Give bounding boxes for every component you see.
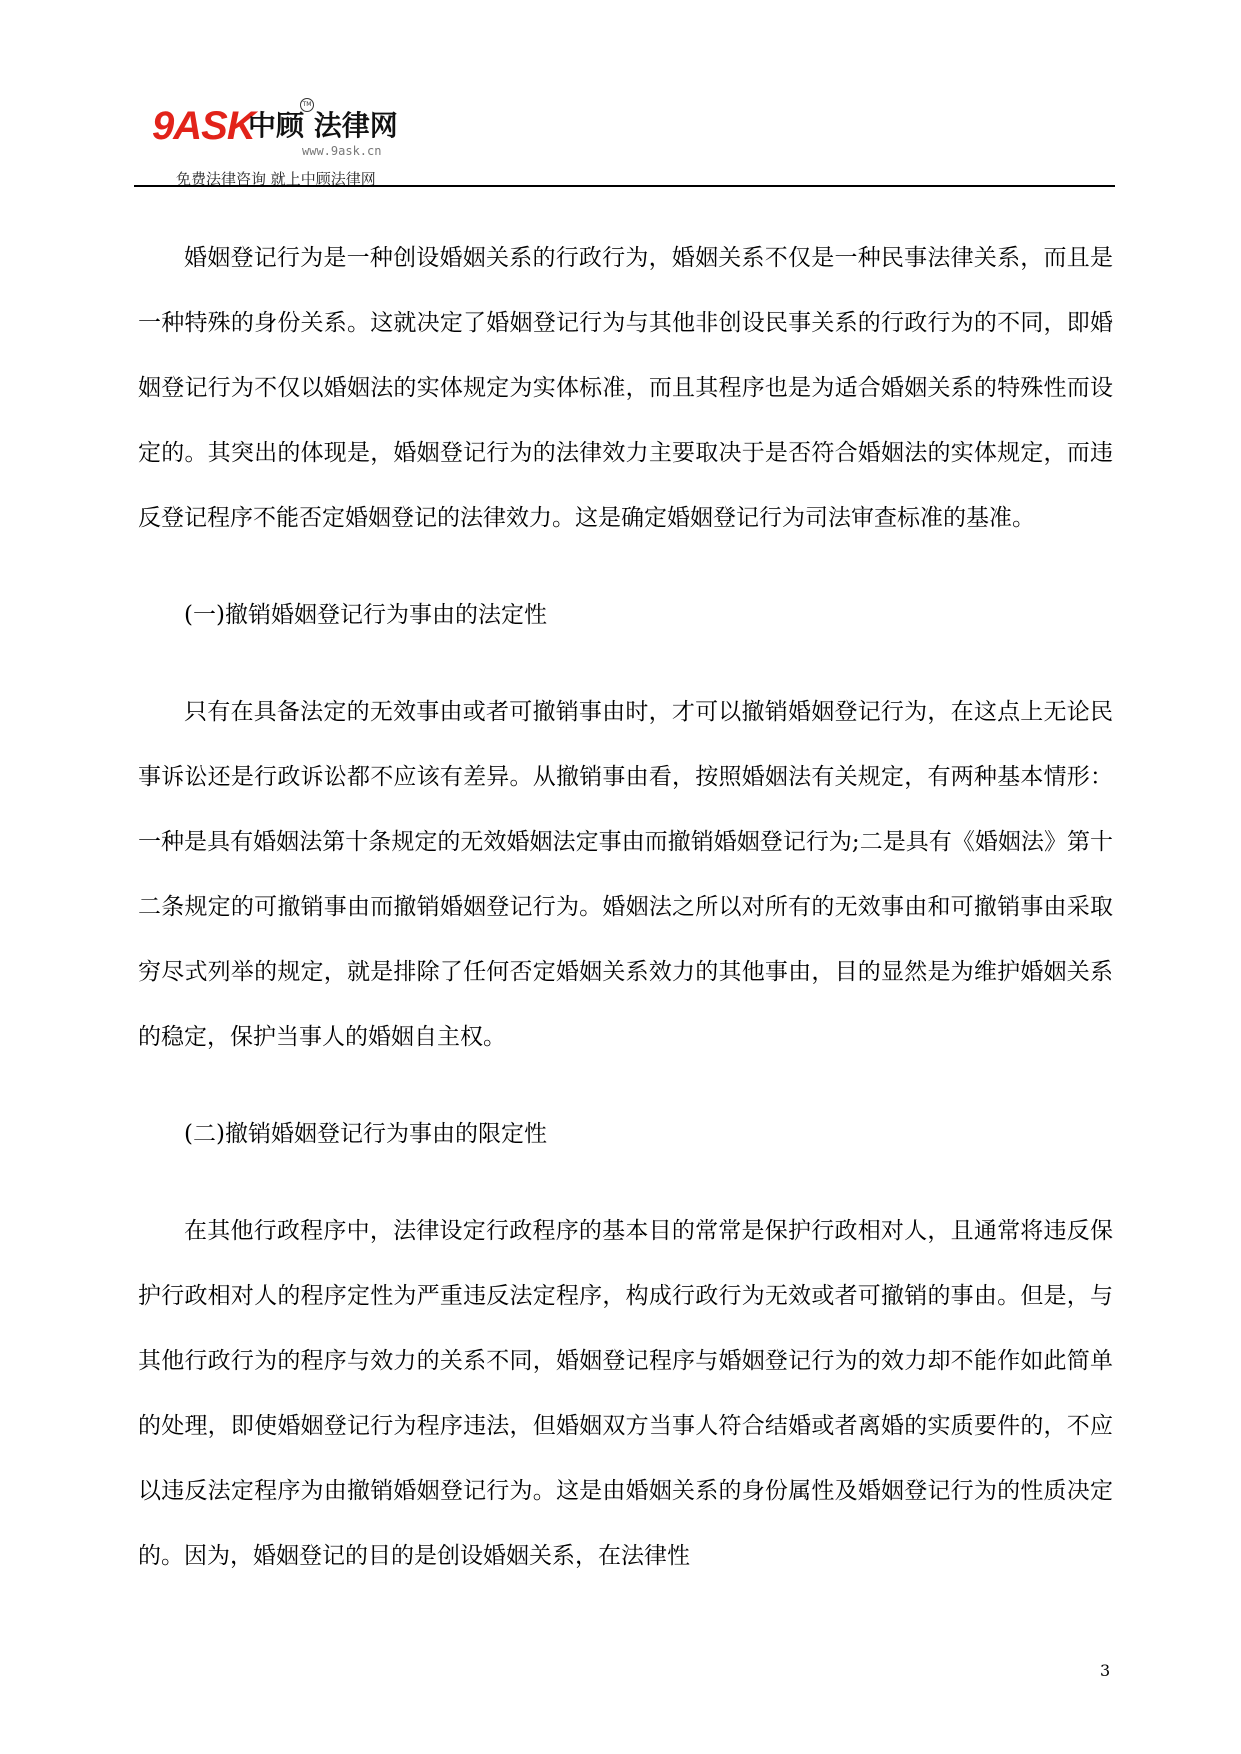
- site-logo: [152, 101, 412, 194]
- trademark-icon: TM: [300, 98, 314, 112]
- document-body: [138, 226, 1113, 1589]
- paragraph: 只有在具备法定的无效事由或者可撤销事由时，才可以撤销婚姻登记行为，在这点上无论民事诉讼还是行政诉讼都不应该有差异。从撤销事由看，按照婚姻法有关规定，有两种基本情形：一种是具有婚姻法第十条规定的无效婚姻法定事由而撤销婚姻登记行为;二是具有《婚姻法》第十二条规定的可撤销事由而撤销婚姻登记行为。婚姻法之所以对所有的无效事由和可撤销事由采取穷尽式列举的规定，就是排除了任何否定婚姻关系效力的其他事由，目的显然是为维护婚姻关系的稳定，保护当事人的婚姻自主权。: [138, 699, 1113, 1050]
- logo-url: www.9ask.cn: [302, 144, 382, 158]
- section-heading: (一)撤销婚姻登记行为事由的法定性: [184, 602, 547, 628]
- logo-mark: 9ASK: [152, 104, 255, 148]
- paragraph: 在其他行政程序中，法律设定行政程序的基本目的常常是保护行政相对人，且通常将违反保护行政相对人的程序定性为严重违反法定程序，构成行政行为无效或者可撤销的事由。但是，与其他行政行为的程序与效力的关系不同，婚姻登记程序与婚姻登记行为的效力却不能作如此简单的处理，即使婚姻登记行为程序违法，但婚姻双方当事人符合结婚或者离婚的实质要件的，不应以违反法定程序为由撤销婚姻登记行为。这是由婚姻关系的身份属性及婚姻登记行为的性质决定的。因为，婚姻登记的目的是创设婚姻关系，在法律性: [138, 1218, 1113, 1569]
- paragraph: 婚姻登记行为是一种创设婚姻关系的行政行为，婚姻关系不仅是一种民事法律关系，而且是一种特殊的身份关系。这就决定了婚姻登记行为与其他非创设民事关系的行政行为的不同，即婚姻登记行为不仅以婚姻法的实体规定为实体标准，而且其程序也是为适合婚姻关系的特殊性而设定的。其突出的体现是，婚姻登记行为的法律效力主要取决于是否符合婚姻法的实体规定，而违反登记程序不能否定婚姻登记的法律效力。这是确定婚姻登记行为司法审查标准的基准。: [138, 245, 1113, 531]
- page-header: [134, 92, 1134, 192]
- page-number: 3: [1100, 1661, 1111, 1680]
- section-heading: (二)撤销婚姻登记行为事由的限定性: [184, 1121, 547, 1147]
- logo-slogan: 免费法律咨询 就上中顾法律网: [176, 170, 376, 188]
- header-divider: [134, 185, 1115, 187]
- logo-chinese-name: 中顾 法律网: [248, 109, 398, 142]
